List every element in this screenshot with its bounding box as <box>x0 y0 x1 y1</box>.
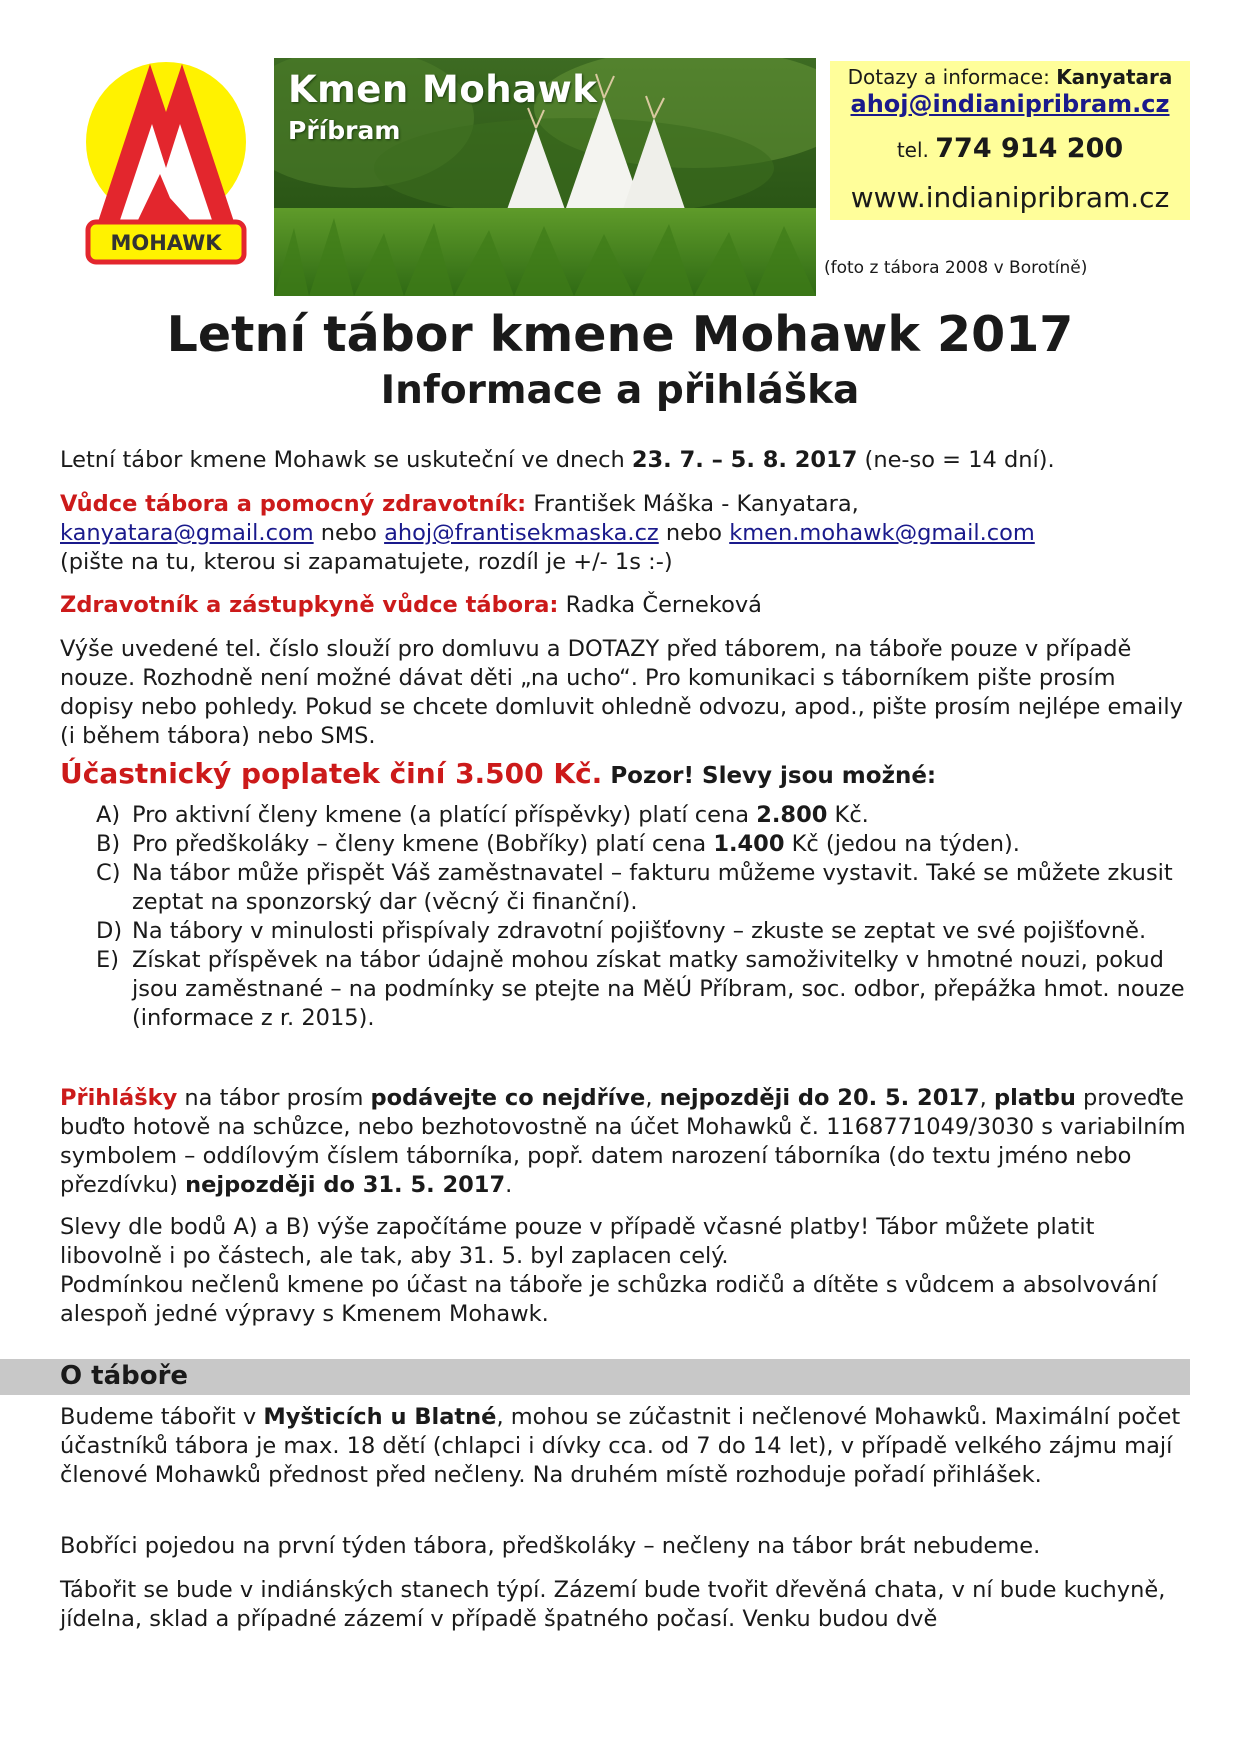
signup-text: na tábor prosím <box>177 1085 371 1111</box>
medic-paragraph <box>60 591 1190 620</box>
list-item-text: Na tábor může přispět Váš zaměstnavatel – fakturu můžeme vystavit. Také se můžete zkusit zeptat na sponzorský dar (věcný či finanční). <box>132 860 1173 915</box>
list-item-text: Na tábory v minulosti přispívaly zdravotní pojišťovny – zkuste se zeptat ve své pojišťovně. <box>132 918 1147 944</box>
list-item <box>96 946 1196 1033</box>
info-name: Kanyatara <box>1056 65 1173 89</box>
signup-emphasis: podávejte co nejdříve <box>370 1085 646 1111</box>
list-item-price: 2.800 <box>756 802 828 828</box>
info-tel-label: tel. <box>896 138 936 162</box>
page-subtitle: Informace a přihláška <box>380 368 860 413</box>
list-marker: E) <box>96 947 119 973</box>
section-header-bar <box>0 1359 1190 1395</box>
photo-subtitle: Příbram <box>288 116 401 145</box>
signup-text: proveďte buďto hotově na schůzce, nebo bezhotovostně na účet Mohawků č. 1168771049/3030 s variabilním symbolem – oddílovým číslem táborníka, popř. datem narození táborníka (do textu jméno nebo přezdívku) <box>60 1085 1186 1198</box>
non-member-note-text: Podmínkou nečlenů kmene po účast na táboře je schůzka rodičů a dítěte s vůdcem a absolvování alespoň jedné výpravy s Kmenem Mohawk. <box>60 1272 1158 1327</box>
leader-paragraph <box>60 490 1190 577</box>
info-email-link[interactable]: ahoj@indianipribram.cz <box>850 90 1170 118</box>
fee-label: Účastnický poplatek činí 3.500 Kč. <box>60 757 603 790</box>
list-item-price: 1.400 <box>713 831 785 857</box>
list-marker: D) <box>96 918 123 944</box>
page-title: Letní tábor kmene Mohawk 2017 <box>166 306 1074 363</box>
info-web: www.indianipribram.cz <box>850 181 1170 214</box>
email-link-frantisekmaska[interactable]: ahoj@frantisekmaska.cz <box>384 520 659 546</box>
photo-caption: (foto z tábora 2008 v Borotíně) <box>824 258 1088 278</box>
signup-text: , <box>979 1085 994 1111</box>
about-paragraph-location <box>60 1403 1190 1490</box>
info-line <box>830 65 1190 89</box>
signup-label: Přihlášky <box>60 1085 178 1111</box>
intro-text: Letní tábor kmene Mohawk se uskuteční ve dnech <box>60 447 632 473</box>
payment-deadline: nejpozději do 31. 5. 2017 <box>185 1172 506 1198</box>
photo-title: Kmen Mohawk <box>288 68 598 111</box>
list-item <box>96 801 1196 830</box>
signup-text: , <box>645 1085 660 1111</box>
email-link-kmen-mohawk[interactable]: kmen.mohawk@gmail.com <box>729 520 1035 546</box>
list-item-text: Získat příspěvek na tábor údajně mohou získat matky samoživitelky v hmotné nouzi, pokud jsou zaměstnané – na podmínky se ptejte na MěÚ Příbram, soc. odbor, přepážka hmot. nouze (informace z r. 2015). <box>132 947 1185 1031</box>
discount-note-text: Slevy dle bodů A) a B) výše započítáme pouze v případě včasné platby! Tábor můžete platit libovolně i po částech, ale tak, aby 31. 5. byl zaplacen celý. <box>60 1214 1095 1269</box>
camp-dates: 23. 7. – 5. 8. 2017 <box>631 447 858 473</box>
contact-note-paragraph: Výše uvedené tel. číslo slouží pro domluvu a DOTAZY před táborem, na táboře pouze v případě nouze. Rozhodně není možné dávat děti „na ucho“. Pro komunikaci s táborníkem pište prosím dopisy nebo pohledy. Pokud se chcete domluvit ohledně odvozu, apod., pište prosím nejlépe emaily (i během tábora) nebo SMS. <box>60 636 1183 749</box>
leader-name: František Máška - Kanyatara, <box>526 491 859 517</box>
list-marker: B) <box>96 831 121 857</box>
logo-text: MOHAWK <box>110 231 222 255</box>
about-paragraph-beavers: Bobříci pojedou na první týden tábora, předškoláky – nečleny na tábor brát nebudeme. <box>60 1533 1041 1559</box>
medic-label: Zdravotník a zástupkyně vůdce tábora: <box>60 592 559 618</box>
email-link-kanyatara[interactable]: kanyatara@gmail.com <box>60 520 314 546</box>
medic-name: Radka Černeková <box>558 592 762 618</box>
list-item <box>96 830 1196 859</box>
info-phone <box>830 133 1190 164</box>
about-paragraph-tents: Tábořit se bude v indiánských stanech týpí. Zázemí bude tvořit dřevěná chata, v ní bude kuchyně, jídelna, sklad a případné zázemí v případě špatného počasí. Venku budou dvě <box>60 1577 1166 1632</box>
about-text: Budeme tábořit v <box>60 1404 264 1430</box>
fee-note: Pozor! Slevy jsou možné: <box>602 763 937 789</box>
discount-note-paragraph <box>60 1213 1190 1329</box>
camp-photo <box>274 58 816 296</box>
fee-heading <box>60 757 1190 790</box>
or-text: nebo <box>313 520 385 546</box>
intro-text-end: (ne-so = 14 dní). <box>857 447 1055 473</box>
info-label: Dotazy a informace: <box>847 65 1057 89</box>
list-item-text-end: Kč. <box>827 802 869 828</box>
list-item-text-end: Kč (jedou na týden). <box>784 831 1020 857</box>
list-marker: A) <box>96 802 121 828</box>
mohawk-logo <box>82 50 250 290</box>
list-item-text: Pro aktivní členy kmene (a platící příspěvky) platí cena <box>132 802 757 828</box>
or-text: nebo <box>658 520 730 546</box>
list-item-text: Pro předškoláky – členy kmene (Bobříky) platí cena <box>132 831 714 857</box>
section-title: O táboře <box>60 1361 189 1391</box>
intro-paragraph <box>60 446 1190 475</box>
contact-info-box <box>830 61 1190 220</box>
list-marker: C) <box>96 860 121 886</box>
list-item <box>96 917 1196 946</box>
leader-label: Vůdce tábora a pomocný zdravotník: <box>60 491 527 517</box>
signup-emphasis: platbu <box>993 1085 1076 1111</box>
signup-deadline: nejpozději do 20. 5. 2017 <box>659 1085 980 1111</box>
info-tel-number: 774 914 200 <box>935 133 1124 164</box>
list-item <box>96 859 1196 917</box>
leader-note: (pište na tu, kterou si zapamatujete, rozdíl je +/- 1s :-) <box>60 549 673 575</box>
signup-paragraph <box>60 1084 1190 1200</box>
discount-list <box>96 801 1196 1033</box>
signup-text: . <box>505 1172 513 1198</box>
about-text: , mohou se zúčastnit i nečlenové Mohawků. Maximální počet účastníků tábora je max. 18 dětí (chlapci i dívky cca. od 7 do 14 let), v případě velkého zájmu mají členové Mohawků přednost před nečleny. Na druhém místě rozhoduje pořadí přihlášek. <box>60 1404 1181 1488</box>
camp-location: Myšticích u Blatné <box>263 1404 497 1430</box>
